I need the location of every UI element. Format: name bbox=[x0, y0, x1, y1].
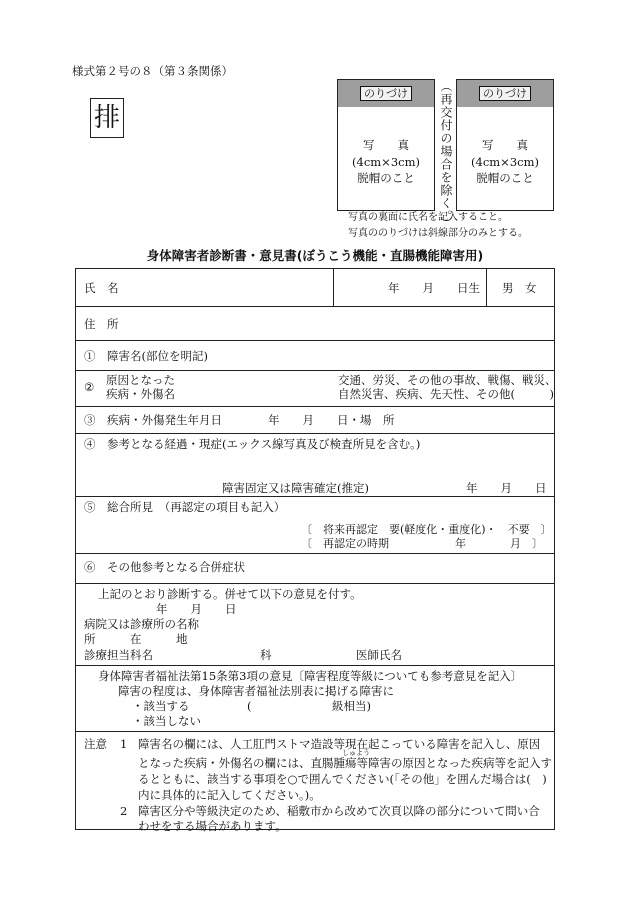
note-2-line-2: わせをする場合があります。 bbox=[138, 819, 287, 833]
opinion-line: 障害の程度は、身体障害者福祉法別表に掲げる障害に bbox=[118, 684, 394, 698]
reissue-note: （再交付の場合を除く。） bbox=[439, 80, 453, 230]
photo-hat-note: 脱帽のこと bbox=[476, 171, 534, 186]
fixed-date-value: 年 月 日 bbox=[466, 481, 547, 495]
note-1-line-2: となった疾病・外傷名の欄には、直腸腫瘍等障害の原因となった疾病等を記入す bbox=[138, 756, 552, 770]
onset-date-label: ③ 疾病・外傷発生年月日 年 月 日・場 所 bbox=[84, 413, 395, 427]
note-1-line-4: 内に具体的に記入してください。)。 bbox=[138, 788, 321, 802]
row-divider bbox=[76, 583, 554, 584]
ruby-reading: しゅよう bbox=[342, 749, 370, 757]
opinion-option-applicable: ・該当する ( 級相当) bbox=[132, 699, 371, 713]
col-divider bbox=[333, 269, 334, 306]
hospital-name-label: 病院又は診療所の名称 bbox=[84, 617, 199, 631]
birth-date: 年 月 日生 bbox=[388, 281, 480, 295]
diagnosis-form bbox=[75, 268, 557, 833]
note-2-number: 2 bbox=[120, 804, 128, 818]
note-2-line-1: 障害区分や等級決定のため、稲敷市から改めて次頁以降の部分について問い合 bbox=[138, 804, 540, 818]
sex-options: 男 女 bbox=[502, 281, 537, 295]
col-divider bbox=[486, 269, 487, 306]
cause-number: ② bbox=[84, 380, 95, 394]
diagnosis-statement: 上記のとおり診断する。併せて以下の意見を付す。 bbox=[98, 587, 362, 601]
address-label: 住 所 bbox=[84, 317, 119, 331]
opinion-option-not-applicable: ・該当しない bbox=[132, 714, 201, 728]
complications-label: ⑥ その他参考となる合併症状 bbox=[84, 560, 245, 574]
recert-line-1: 〔 将来再認定 要(軽度化・重度化)・ 不要 〕 bbox=[301, 523, 552, 536]
row-divider bbox=[76, 496, 554, 497]
glue-area bbox=[457, 80, 553, 107]
row-divider bbox=[76, 306, 554, 307]
disability-name-label: ① 障害名(部位を明記) bbox=[84, 349, 208, 363]
note-1-line-1: 障害名の欄には、人工肛門ストマ造設等現在起こっている障害を記入し、原因 bbox=[138, 737, 541, 751]
row-divider bbox=[76, 340, 554, 341]
photo-note-1: 写真の裏面に氏名を記入すること。 bbox=[348, 212, 508, 223]
photo-box-right bbox=[456, 79, 554, 211]
photo-label: 写 真 bbox=[482, 138, 528, 152]
fixed-date-label: 障害固定又は障害確定(推定) bbox=[222, 481, 369, 495]
name-label: 氏 名 bbox=[84, 281, 119, 295]
cause-options-2: 自然災害、疾病、先天性、その他( ) bbox=[338, 387, 554, 401]
diagnosis-date: 年 月 日 bbox=[156, 602, 237, 616]
note-1-number: 1 bbox=[120, 737, 128, 751]
row-divider bbox=[76, 553, 554, 554]
photo-note-2: 写真ののりづけは斜線部分のみとする。 bbox=[348, 228, 528, 239]
department-label: 診療担当科名 bbox=[84, 648, 153, 662]
glue-label: のりづけ bbox=[479, 86, 531, 102]
photo-label: 写 真 bbox=[363, 138, 409, 152]
department-suffix: 科 bbox=[260, 648, 272, 662]
row-divider bbox=[76, 665, 554, 666]
photo-box-left bbox=[337, 79, 435, 211]
row-divider bbox=[76, 731, 554, 732]
photo-size: (4cm×3cm) bbox=[352, 154, 420, 169]
row-divider bbox=[76, 406, 554, 407]
hospital-address-label: 所 在 地 bbox=[84, 632, 188, 646]
overall-findings-label: ⑤ 総合所見 （再認定の項目も記入） bbox=[84, 500, 286, 514]
cause-options-1: 交通、労災、その他の事故、戦傷、戦災、 bbox=[338, 373, 557, 387]
form-title: 身体障害者診断書・意見書(ぼうこう機能・直腸機能障害用) bbox=[146, 248, 484, 263]
classification-stamp: 排 bbox=[90, 98, 124, 138]
photo-size: (4cm×3cm) bbox=[471, 154, 539, 169]
reference-label: ④ 参考となる経過・現症(エックス線写真及び検査所見を含む。) bbox=[84, 437, 421, 451]
glue-label: のりづけ bbox=[360, 86, 412, 102]
opinion-title: 身体障害者福祉法第15条第3項の意見〔障害程度等級についても参考意見を記入〕 bbox=[98, 669, 523, 683]
doctor-name-label: 医師氏名 bbox=[356, 648, 402, 662]
note-1-line-3: るとともに、該当する事項を○で囲んでください(「その他」を囲んだ場合は( ) bbox=[138, 772, 547, 786]
row-divider bbox=[76, 433, 554, 434]
notes-label: 注意 bbox=[84, 737, 107, 751]
cause-label-1: 原因となった bbox=[106, 373, 175, 387]
form-number: 様式第２号の８（第３条関係） bbox=[72, 64, 233, 78]
row-divider bbox=[76, 370, 554, 371]
photo-hat-note: 脱帽のこと bbox=[357, 171, 415, 186]
glue-area bbox=[338, 80, 434, 107]
cause-label-2: 疾病・外傷名 bbox=[106, 387, 175, 401]
recert-line-2: 〔 再認定の時期 年 月 〕 bbox=[301, 537, 543, 550]
